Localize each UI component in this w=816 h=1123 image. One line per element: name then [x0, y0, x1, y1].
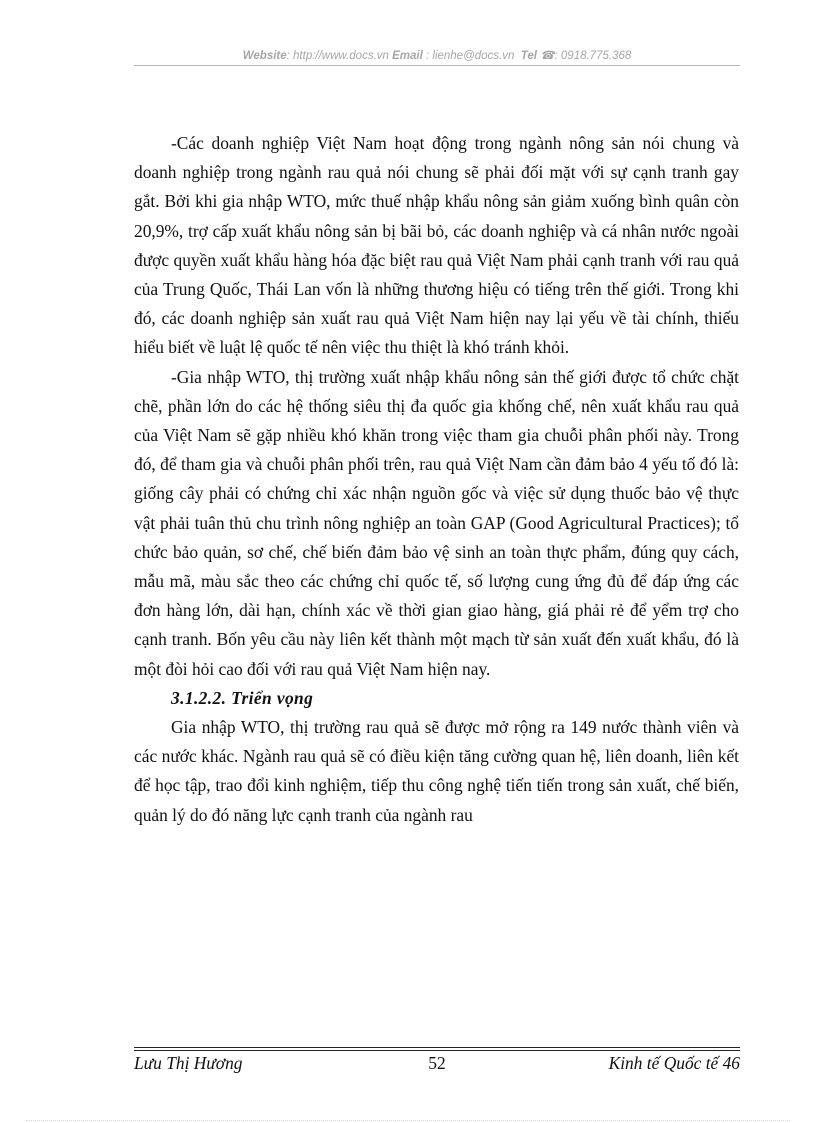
page-body — [134, 129, 739, 830]
header-divider — [134, 65, 740, 66]
email-value[interactable]: : lienhe@docs.vn — [426, 50, 515, 62]
footer-divider-bottom — [134, 1050, 740, 1051]
section-heading: 3.1.2.2. Triển vọng — [171, 687, 314, 708]
tel-value: ☎: 0918.775.368 — [540, 50, 632, 62]
page-footer — [134, 1053, 740, 1079]
page-header — [134, 48, 740, 62]
tel-label: Tel — [520, 50, 537, 62]
footer-divider-top — [134, 1047, 740, 1048]
website-value[interactable]: : http://www.docs.vn — [286, 50, 389, 62]
page-number: 52 — [428, 1053, 446, 1073]
email-label: Email — [392, 50, 423, 62]
paragraph-prospects: Gia nhập WTO, thị trường rau quả sẽ được mở rộng ra 149 nước thành viên và các nước khác. Ngành rau quả sẽ có điều kiện tăng cường quan hệ, liên doanh, liên kết để học tập, trao đổi kinh nghiệm, tiếp thu công nghệ tiến tiến trong sản xuất, chế biến, quản lý do đó năng lực cạnh tranh của ngành rau — [134, 717, 739, 825]
website-label: Website — [242, 50, 287, 62]
paragraph-competition: -Các doanh nghiệp Việt Nam hoạt động trong ngành nông sản nói chung và doanh nghiệp trong ngành rau quả nói chung sẽ phải đối mặt với sự cạnh tranh gay gắt. Bởi khi gia nhập WTO, mức thuế nhập khẩu nông sản giảm xuống bình quân còn 20,9%, trợ cấp xuất khẩu nông sản bị bãi bỏ, các doanh nghiệp và cá nhân nước ngoài được quyền xuất khẩu hàng hóa đặc biệt rau quả Việt Nam phải cạnh tranh với rau quả của Trung Quốc, Thái Lan vốn là những thương hiệu có tiếng trên thế giới. Trong khi đó, các doanh nghiệp sản xuất rau quả Việt Nam hiện nay lại yếu về tài chính, thiếu hiểu biết về luật lệ quốc tế nên việc thu thiệt là khó tránh khỏi. — [134, 133, 739, 358]
page-edge-divider — [26, 1120, 790, 1121]
footer-author: Lưu Thị Hương — [134, 1053, 243, 1073]
paragraph-distribution-chain: -Gia nhập WTO, thị trường xuất nhập khẩu nông sản thế giới được tổ chức chặt chẽ, phần lớn do các hệ thống siêu thị đa quốc gia khống chế, nên xuất khẩu rau quả của Việt Nam sẽ gặp nhiều khó khăn trong việc tham gia chuỗi phân phối này. Trong đó, để tham gia và chuỗi phân phối trên, rau quả Việt Nam cần đảm bảo 4 yếu tố đó là: giống cây phải có chứng chỉ xác nhận nguồn gốc và việc sử dụng thuốc bảo vệ thực vật phải tuân thủ chu trình nông nghiệp an toàn GAP (Good Agricultural Practices); tổ chức bảo quản, sơ chế, chế biến đảm bảo vệ sinh an toàn thực phẩm, đúng quy cách, mẫu mã, màu sắc theo các chứng chỉ quốc tế, số lượng cung ứng đủ để đáp ứng các đơn hàng lớn, dài hạn, chính xác về thời gian giao hàng, giá phải rẻ để yểm trợ cho cạnh tranh. Bốn yêu cầu này liên kết thành một mạch từ sản xuất đến xuất khẩu, đó là một đòi hỏi cao đối với rau quả Việt Nam hiện nay. — [134, 366, 739, 679]
footer-course: Kinh tế Quốc tế 46 — [608, 1053, 740, 1073]
